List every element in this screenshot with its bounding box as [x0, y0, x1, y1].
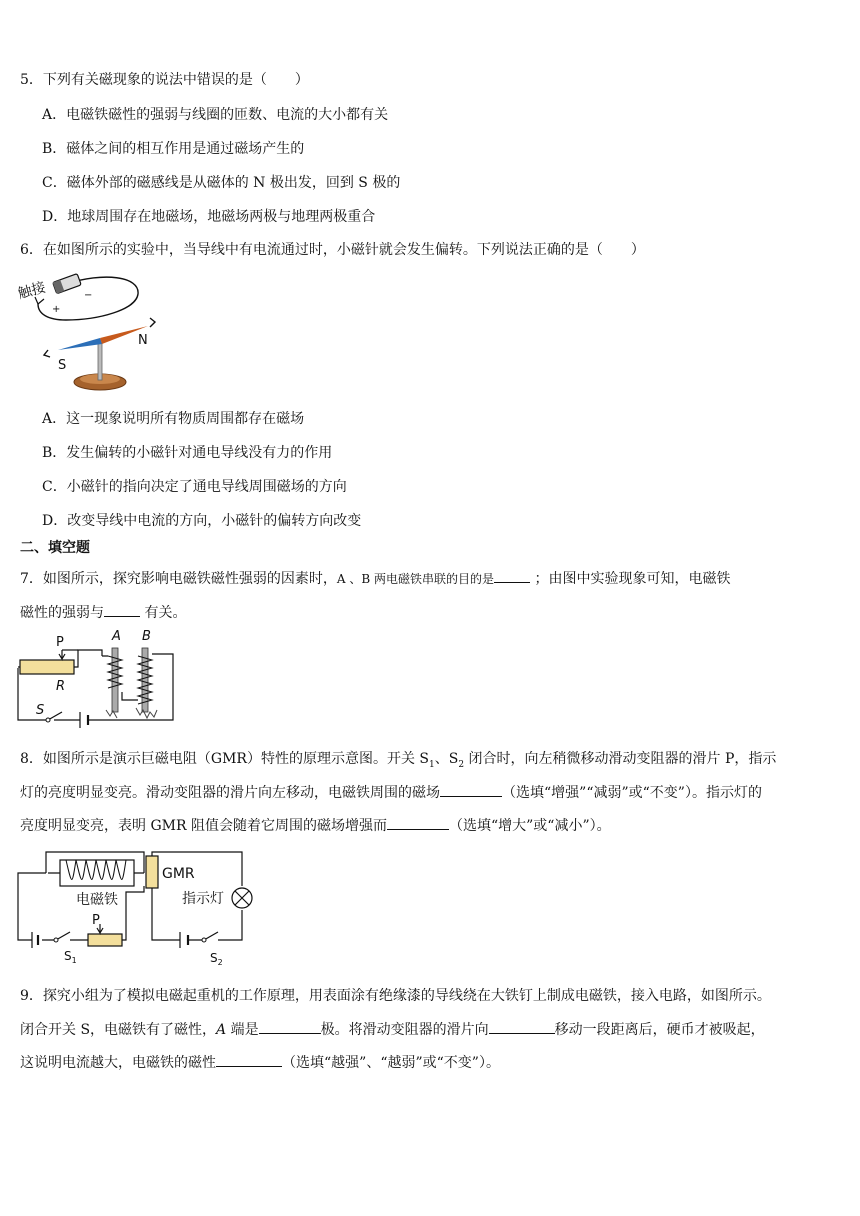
- q8-line2: 灯的亮度明显变亮。滑动变阻器的滑片向左移动，电磁铁周围的磁场 （选填“增强”“减弱”或“不变”）。指示灯的: [20, 782, 762, 803]
- q6-option-d: D．改变导线中电流的方向，小磁针的偏转方向改变: [42, 513, 362, 529]
- q7-figure-series-electromagnets: [18, 628, 176, 724]
- q7-line1: 7．如图所示，探究影响电磁铁磁性强弱的因素时，A 、B 两电磁铁串联的目的是 ；由图中实验现象可知，电磁铁: [20, 568, 730, 589]
- slider-p-label: P: [56, 635, 64, 650]
- q7-blank-1[interactable]: [494, 568, 530, 583]
- q9-line1: 9．探究小组为了模拟电磁起重机的工作原理，用表面涂有绝缘漆的导线绕在大铁钉上制成电磁铁，接入电路，如图所示。: [20, 988, 771, 1004]
- q6-option-c: C．小磁针的指向决定了通电导线周围磁场的方向: [42, 479, 347, 495]
- q8-blank-1[interactable]: [440, 782, 502, 797]
- n-pole-label: N: [138, 333, 148, 348]
- s-pole-label: S: [58, 358, 67, 373]
- q5-stem: 5．下列有关磁现象的说法中错误的是（ ）: [20, 72, 309, 88]
- q9-blank-3[interactable]: [216, 1052, 282, 1067]
- q6-stem: 6．在如图所示的实验中，当导线中有电流通过时，小磁针就会发生偏转。下列说法正确的是（ ）: [20, 242, 645, 258]
- q9-blank-1[interactable]: [259, 1019, 321, 1034]
- q5-option-a: A．电磁铁磁性的强弱与线圈的匝数、电流的大小都有关: [42, 107, 389, 123]
- q6-option-a: A．这一现象说明所有物质周围都存在磁场: [42, 411, 305, 427]
- magnet-b-label: B: [142, 629, 151, 644]
- q7-line2: 磁性的强弱与 有关。: [20, 602, 186, 623]
- q9-line2: 闭合开关 S，电磁铁有了磁性，A 端是 极。将滑动变阻器的滑片向 移动一段距离后，硬币才被吸起，: [20, 1019, 765, 1040]
- q9-blank-2[interactable]: [489, 1019, 555, 1034]
- electromagnet-label: 电磁铁: [76, 892, 118, 908]
- plus-sign: +: [52, 304, 61, 315]
- q8-line1: 8．如图所示是演示巨磁电阻（GMR）特性的原理示意图。开关 $S_1$、$S_2$ 闭合时，向左稍微移动滑动变阻器的滑片 P，指示: [20, 751, 777, 770]
- switch-s2-label: $S_2$: [210, 951, 223, 967]
- gmr-label: GMR: [162, 866, 195, 882]
- q9-line3: 这说明电流越大，电磁铁的磁性 （选填“越强”、“越弱”或“不变”）。: [20, 1052, 500, 1073]
- q7-blank-2[interactable]: [104, 602, 140, 617]
- switch-s-label: S: [36, 703, 45, 718]
- q6-option-b: B．发生偏转的小磁针对通电导线没有力的作用: [42, 445, 333, 461]
- q5-option-b: B．磁体之间的相互作用是通过磁场产生的: [42, 141, 305, 157]
- section-title-fill-in: 二、填空题: [20, 540, 90, 556]
- magnet-a-label: A: [112, 629, 121, 644]
- minus-sign: −: [84, 290, 93, 301]
- indicator-lamp-label: 指示灯: [182, 891, 224, 907]
- q5-option-c: C．磁体外部的磁感线是从磁体的 N 极出发，回到 S 极的: [42, 175, 401, 191]
- rheostat-r-label: R: [56, 679, 66, 694]
- q5-option-d: D．地球周围存在地磁场，地磁场两极与地理两极重合: [42, 209, 376, 225]
- slider-p-label: P: [92, 913, 100, 928]
- q8-figure-gmr-circuit: [18, 848, 278, 970]
- q6-figure-compass-wire: [18, 266, 168, 396]
- q8-blank-2[interactable]: [387, 815, 449, 830]
- switch-s1-label: $S_1$: [64, 949, 77, 965]
- q8-line3: 亮度明显变亮，表明 GMR 阻值会随着它周围的磁场增强而 （选填“增大”或“减小”）。: [20, 815, 611, 836]
- touch-label: 触接: [16, 279, 48, 303]
